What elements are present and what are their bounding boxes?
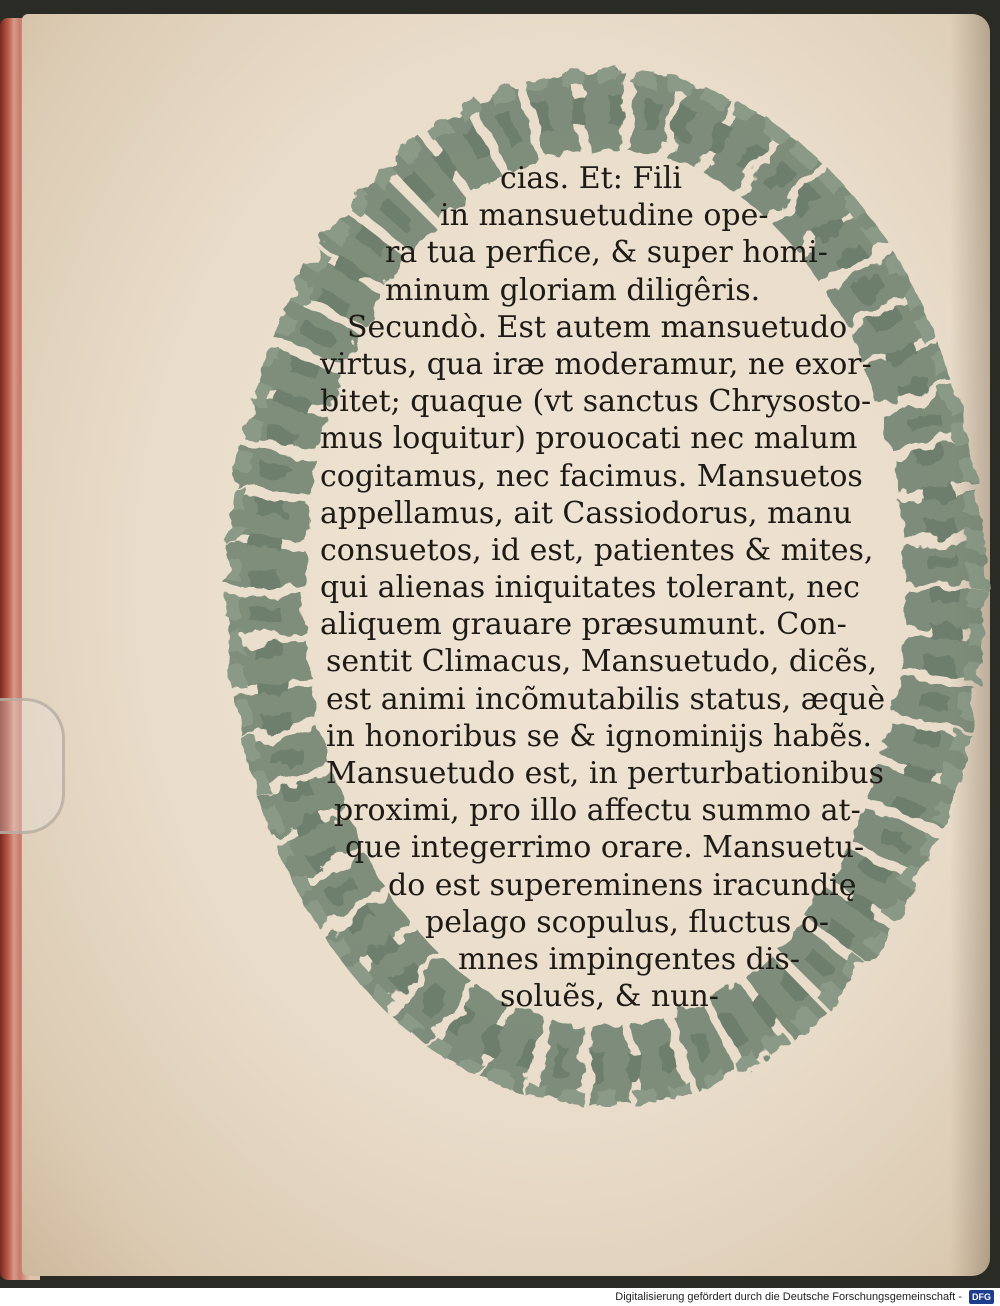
text-block [200,160,920,1015]
text-line: Secundò. Est autem mansuetudo [347,309,848,345]
funding-credit: Digitalisierung gefördert durch die Deutsche Forschungsgemeinschaft - [615,1291,962,1303]
text-line: consuetos, id est, patientes & mites, [320,532,874,568]
text-line: appellamus, ait Cassiodorus, manu [320,495,853,531]
text-line: aliquem grauare præsumunt. Con- [320,607,847,643]
footer [0,1288,1000,1306]
text-line: pelago scopulus, fluctus o- [425,904,830,940]
text-line: bitet; quaque (vt sanctus Chrysosto- [320,384,872,420]
text-line: in mansuetudine ope- [440,198,769,234]
text-line: virtus, qua iræ moderamur, ne exor- [320,346,872,382]
dfg-logo: DFG [969,1290,994,1304]
text-line: cogitamus, nec facimus. Mansuetos [320,458,863,494]
text-line: proximi, pro illo affectu summo at- [334,793,861,829]
text-line: in honoribus se & ignominijs habẽs. [326,718,873,754]
text-line: do est supereminens iracundię [388,867,857,903]
text-line: Mansuetudo est, in perturbationibus [326,756,884,791]
text-line: minum gloriam diligêris. [385,272,761,308]
text-line: mnes impingentes dis- [458,941,800,977]
text-line: sentit Climacus, Mansuetudo, dicẽs, [326,644,878,680]
text-line: cias. Et: Fili [500,161,682,196]
text-line: soluẽs, & nun- [500,979,719,1015]
text-line: mus loquitur) prouocati nec malum [320,421,858,457]
text-line: ra tua perfice, & super homi- [385,235,828,271]
text-line: qui alienas iniquitates tolerant, nec [320,570,860,606]
text-line: que integerrimo orare. Mansuetu- [345,830,865,866]
text-line: est animi incõmutabilis status, æquè [326,681,886,717]
